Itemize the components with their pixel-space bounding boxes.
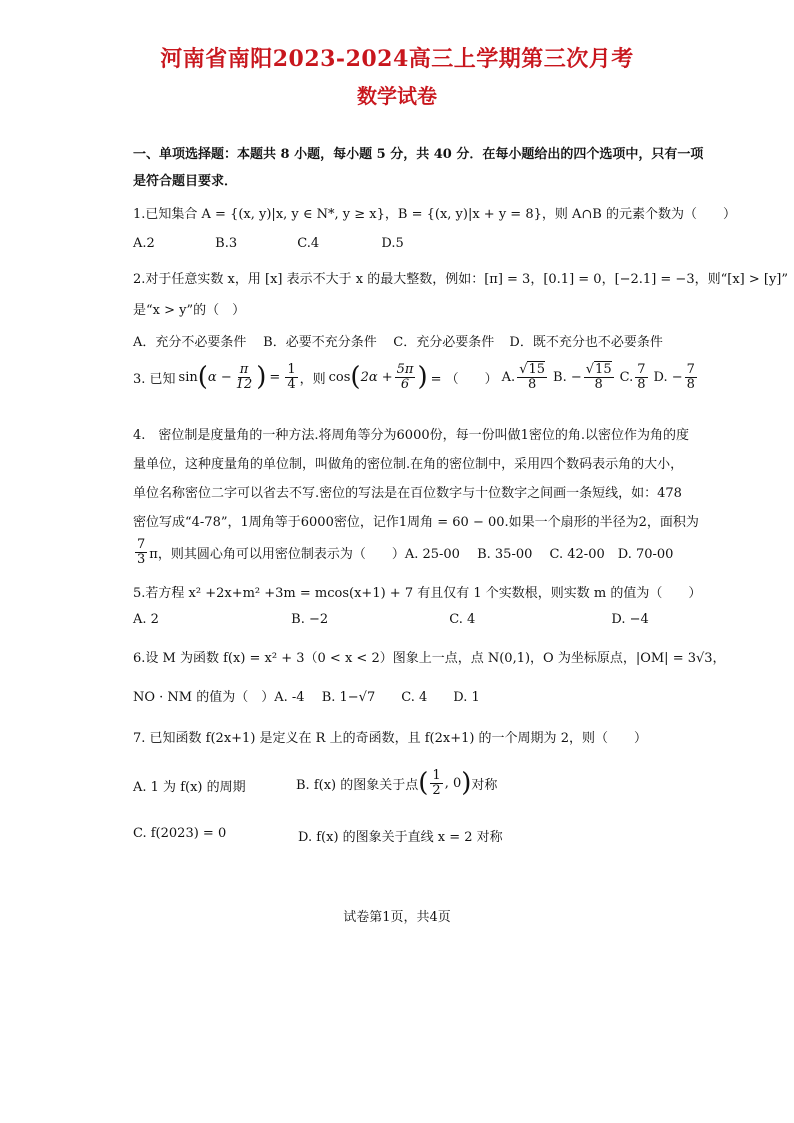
question-6-stem-line-1: 6.设 M 为函数 f(x) = x² + 3（0 < x < 2）图象上一点，点 N(0,1)，O 为坐标原点，|OM| = 3√3， — [133, 651, 726, 666]
question-3-frac-1-4 — [285, 363, 297, 392]
question-3-option-b-value — [584, 363, 614, 392]
question-4-frac-num: 7 — [137, 537, 146, 552]
question-3 — [133, 362, 699, 392]
exam-title: 河南省南阳2023-2024高三上学期第三次月考 — [160, 46, 634, 72]
question-5-stem: 5.若方程 x² +2x+m² +3m = mcos(x+1) + 7 有且仅有 1 个实数根，则实数 m 的值为（ ） — [133, 586, 702, 601]
question-7-option-b-paren-close: ) — [461, 768, 472, 798]
question-4-line-5 — [133, 538, 673, 567]
question-7-option-b-zero: , 0 — [444, 775, 462, 791]
question-3-option-d-label: D. − — [653, 369, 683, 385]
question-2-stem-line-2: 是“x > y”的（ ） — [133, 303, 246, 318]
question-3-equals: = — [269, 369, 281, 385]
question-1-options — [133, 236, 404, 251]
question-3-option-c-label: C. — [619, 369, 634, 385]
question-5-option-d: D. −4 — [611, 612, 649, 627]
question-3-four: 4 — [287, 376, 296, 392]
question-4-line-3: 单位名称密位二字可以省去不写.密位的写法是在百位数字与十位数字之间画一条短线，如：478 — [133, 486, 682, 501]
question-7-option-b-paren-open: ( — [418, 768, 429, 798]
question-3-option-d-value — [685, 363, 697, 392]
question-5-option-c: C. 4 — [449, 612, 476, 627]
question-3-equals-blank: = （ ） — [430, 371, 498, 387]
question-2-option-a: A．充分不必要条件 — [133, 335, 247, 350]
question-3-paren-open-2: ( — [350, 362, 361, 392]
question-1-stem: 1.已知集合 A = {(x, y)|x, y ∈ N*, y ≥ x}，B = {(x, y)|x + y = 8}，则 A∩B 的元素个数为（ ） — [133, 207, 736, 222]
question-1-option-b: B.3 — [215, 236, 238, 251]
question-3-then: ，则 — [299, 371, 326, 387]
question-3-option-c-den: 8 — [637, 376, 646, 392]
question-7-option-b-suffix: 对称 — [471, 777, 498, 793]
question-7-option-b-text: B. f(x) 的图象关于点 — [296, 777, 419, 793]
question-3-option-a-num: √15 — [519, 361, 546, 377]
question-3-option-a-den: 8 — [527, 376, 537, 392]
question-2-option-c: C．充分必要条件 — [393, 335, 495, 350]
question-3-one: 1 — [287, 361, 296, 377]
question-3-five-pi: 5π — [396, 361, 414, 377]
question-1-option-d: D.5 — [381, 236, 404, 251]
question-3-option-c-num: 7 — [637, 361, 646, 377]
page-footer: 试卷第1页，共4页 — [343, 910, 451, 925]
question-5-option-a: A. 2 — [133, 612, 159, 627]
question-3-frac-5pi-6 — [395, 363, 416, 392]
question-3-option-d-den: 8 — [686, 376, 695, 392]
question-3-sin: sin — [178, 369, 198, 385]
question-2-stem-line-1: 2.对于任意实数 x，用 [x] 表示不大于 x 的最大整数，例如：[π] = 3，[0.1] = 0，[−2.1] = −3，则“[x] > [y]” — [133, 272, 789, 287]
question-2-option-d: D．既不充分也不必要条件 — [509, 335, 663, 350]
question-3-option-a-label: A. — [501, 369, 516, 385]
question-3-option-b-den: 8 — [594, 376, 603, 392]
question-3-frac-pi-12 — [234, 363, 255, 392]
question-7-option-d: D. f(x) 的图象关于直线 x = 2 对称 — [298, 830, 503, 845]
question-4-line-1: 4. 密位制是度量角的一种方法.将周角等分为6000份，每一份叫做1密位的角.以密位作为角的度 — [133, 428, 690, 443]
question-1-option-c: C.4 — [297, 236, 320, 251]
question-7-stem: 7. 已知函数 f(2x+1) 是定义在 R 上的奇函数，且 f(2x+1) 的一个周期为 2，则（ ） — [133, 731, 647, 746]
question-3-cos: cos — [328, 369, 351, 385]
question-3-option-d-num: 7 — [686, 361, 695, 377]
question-7-option-a: A. 1 为 f(x) 的周期 — [133, 780, 246, 795]
question-3-prefix: 3. 已知 — [133, 371, 176, 387]
question-7-option-b-num: 1 — [432, 767, 441, 783]
question-4-line-2: 量单位，这种度量角的单位制，叫做角的密位制.在角的密位制中，采用四个数码表示角的大小， — [133, 457, 684, 472]
section-instructions-line-2: 是符合题目要求． — [133, 174, 238, 189]
question-3-six: 6 — [400, 376, 410, 392]
question-3-paren-close-1: ) — [256, 362, 267, 392]
question-5-option-b: B. −2 — [291, 612, 329, 627]
section-instructions-line-1: 一、单项选择题：本题共 8 小题，每小题 5 分，共 40 分．在每小题给出的四个选项中，只有一项 — [133, 147, 704, 162]
question-6-stem-line-2: NO · NM 的值为（ ）A. -4 B. 1−√7 C. 4 D. 1 — [133, 690, 480, 705]
question-7-option-c: C. f(2023) = 0 — [133, 826, 227, 841]
question-3-paren-open-1: ( — [197, 362, 208, 392]
question-3-alpha-minus: α − — [207, 369, 232, 385]
question-3-twelve: 12 — [235, 376, 253, 392]
question-3-option-b-sqrt: 15 — [595, 361, 612, 377]
question-4-line-4: 密位写成“4-78”，1周角等于6000密位，记作1周角 = 60 − 00.如果一个扇形的半径为2，面积为 — [133, 515, 699, 530]
question-4-frac-den: 3 — [137, 552, 146, 567]
question-3-two-alpha: 2α + — [360, 369, 393, 385]
question-3-option-a-value — [517, 363, 547, 392]
question-3-option-b-num: √15 — [585, 361, 612, 377]
question-4-frac-7-3 — [135, 538, 147, 567]
exam-subtitle: 数学试卷 — [357, 84, 437, 108]
question-7-option-b-frac — [430, 769, 442, 798]
question-2-option-b: B．必要不充分条件 — [263, 335, 377, 350]
question-3-paren-close-2: ) — [417, 362, 428, 392]
question-3-option-b-label: B. − — [553, 369, 582, 385]
question-5-options — [133, 612, 649, 627]
question-1-option-a: A.2 — [133, 236, 155, 251]
question-7-option-b — [296, 768, 497, 798]
question-3-option-c-value — [635, 363, 647, 392]
question-2-options — [133, 331, 663, 350]
question-3-pi: π — [239, 361, 249, 377]
question-3-option-a-sqrt: 15 — [528, 361, 546, 377]
question-7-option-b-den: 2 — [432, 782, 441, 798]
question-4-line-5-text: π，则其圆心角可以用密位制表示为（ ）A. 25-00 B. 35-00 C. 42-00 D. 70-00 — [149, 547, 674, 562]
